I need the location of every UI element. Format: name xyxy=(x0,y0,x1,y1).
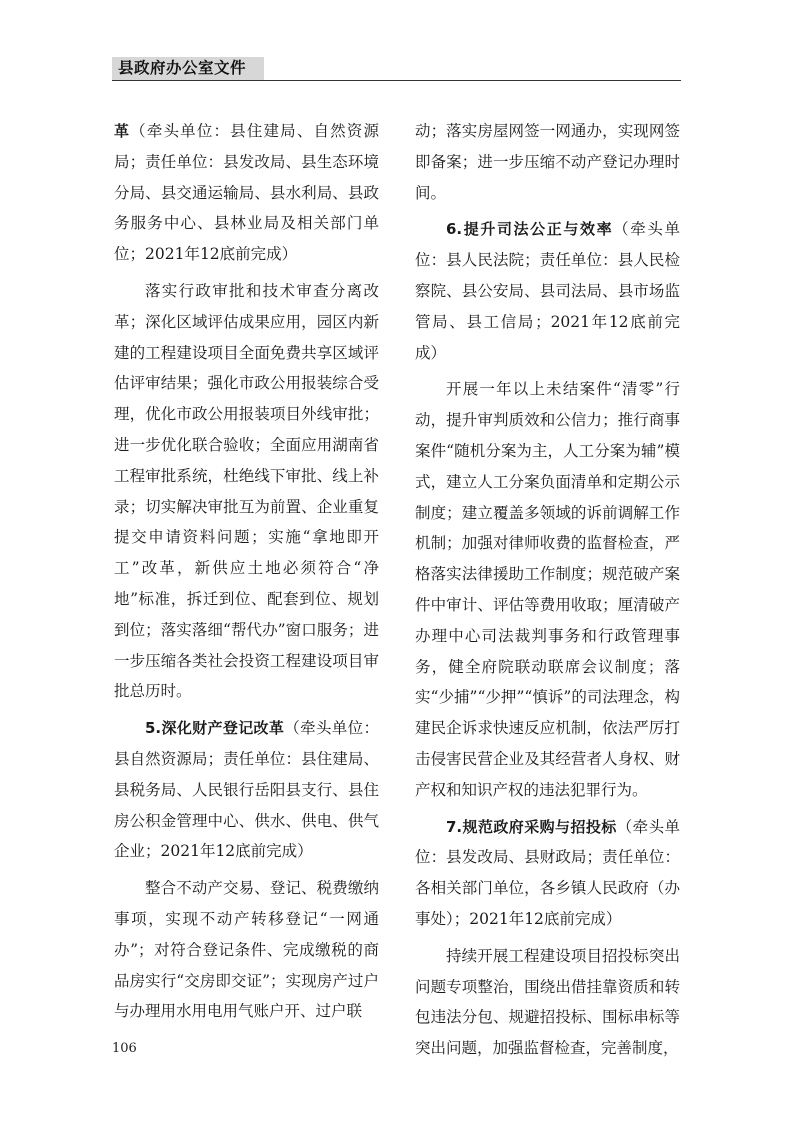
section-6-title: 6.提升司法公正与效率 xyxy=(446,220,614,239)
section-5-heading xyxy=(114,713,379,867)
section-6-body: 开展一年以上未结案件“清零”行动，提升审判质效和公信力；推行商事案件“随机分案为主，人工分案为辅”模式，建立人工分案负面清单和定期公示制度；建立覆盖多领域的诉前调解工作机制；加强对律师收费的监督检查，严格落实法律援助工作制度；规范破产案件中审计、评估等费用收取；厘清破产办理中心司法裁判事务和行政管理事务，健全府院联动联席会议制度；落实“少捕”“少押”“慎诉”的司法理念，构建民企诉求快速反应机制，依法严厉打击侵害民营企业及其经营者人身权、财产权和知识产权的违法犯罪行为。 xyxy=(415,380,680,799)
right-column xyxy=(415,116,680,1070)
section-7-heading xyxy=(415,812,680,935)
section-5-body: 整合不动产交易、登记、税费缴纳事项，实现不动产转移登记“一网通办”；对符合登记条件、完成缴税的商品房实行“交房即交证”；实现房产过户与办理用水用电用气账户开、过户联 xyxy=(114,879,379,1021)
section-5-body-continuation: 动；落实房屋网签一网通办，实现网签即备案；进一步压缩不动产登记办理时间。 xyxy=(415,122,680,202)
section-6-heading xyxy=(415,214,680,368)
page-number: 106 xyxy=(112,1041,137,1056)
section-7-body: 持续开展工程建设项目招投标突出问题专项整治，围绕出借挂靠资质和转包违法分包、规避招投标、围标串标等突出问题，加强监督检查，完善制度， xyxy=(415,946,680,1058)
header-title: 县政府办公室文件 xyxy=(118,59,247,77)
section-4-responsibility: （牵头单位：县住建局、自然资源局；责任单位：县发改局、县生态环境分局、县交通运输局、县水利局、县政务服务中心、县林业局及相关部门单位；2021年12底前完成） xyxy=(114,122,379,264)
left-column xyxy=(114,116,379,1033)
paragraph-4-continuation xyxy=(114,116,379,270)
header-divider xyxy=(112,80,681,81)
section-5-title: 5.深化财产登记改革 xyxy=(145,719,285,738)
section-5-responsibility: （牵头单位：县自然资源局；责任单位：县住建局、县税务局、人民银行岳阳县支行、县住房公积金管理中心、供水、供电、供气企业；2021年12底前完成） xyxy=(114,719,379,861)
section-4-title-tail: 革 xyxy=(114,122,131,140)
section-7-responsibility: （牵头单位：县发改局、县财政局；责任单位：各相关部门单位，各乡镇人民政府（办事处）；2021年12底前完成） xyxy=(415,817,680,928)
section-7-title: 7.规范政府采购与招投标 xyxy=(446,817,617,836)
section-6-responsibility: （牵头单位：县人民法院；责任单位：县人民检察院、县公安局、县司法局、县市场监管局、县工信局；2021年12底前完成） xyxy=(415,220,680,362)
section-4-body: 落实行政审批和技术审查分离改革；深化区域评估成果应用，园区内新建的工程建设项目全面免费共享区域评估评审结果；强化市政公用报装综合受理，优化市政公用报装项目外线审批；进一步优化联合验收；全面应用湖南省工程审批系统，杜绝线下审批、线上补录；切实解决审批互为前置、企业重复提交申请资料问题；实施“拿地即开工”改革，新供应土地必须符合“净地”标准，拆迁到位、配套到位、规划到位；落实落细“帮代办”窗口服务；进一步压缩各类社会投资工程建设项目审批总历时。 xyxy=(114,281,379,701)
